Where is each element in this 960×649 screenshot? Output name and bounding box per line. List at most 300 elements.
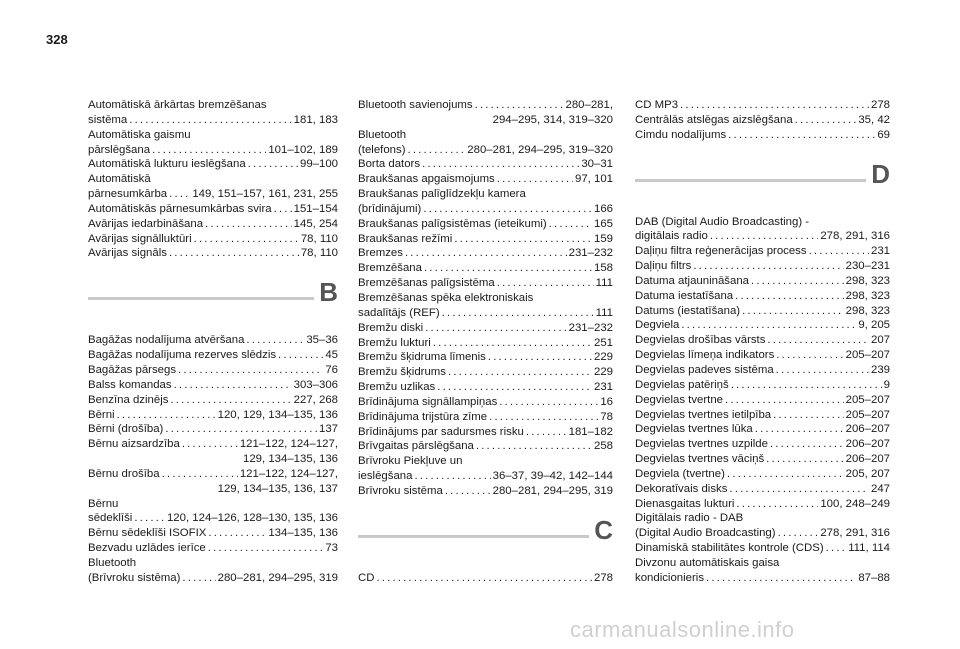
entry-term: sadalītājs (REF) (358, 306, 440, 319)
entry-pages[interactable]: 229 (593, 351, 613, 364)
entry-pages[interactable]: 45 (325, 349, 338, 362)
entry-pages[interactable]: 280–281, (565, 99, 613, 111)
entry-pages[interactable]: 78 (600, 410, 613, 423)
entry-pages[interactable]: 111 (595, 306, 613, 319)
entry-pages[interactable]: 100, 248–249 (820, 497, 890, 510)
index-entry (88, 172, 338, 202)
entry-pages[interactable]: 229 (593, 366, 613, 379)
dot-leader (742, 304, 844, 319)
dot-leader (693, 259, 843, 274)
entry-line (358, 202, 613, 217)
dot-leader (809, 244, 869, 259)
entry-line (358, 350, 613, 365)
entry-term: Bērnu sēdeklīši ISOFIX (88, 527, 207, 540)
entry-pages[interactable]: 181, 183 (293, 113, 338, 126)
entry-line (358, 306, 613, 321)
entry-line (635, 363, 890, 378)
entry-pages[interactable]: 30–31 (581, 158, 613, 171)
entry-line (635, 229, 890, 244)
section-letter: D (871, 158, 890, 189)
index-entry (635, 289, 890, 304)
dot-leader (736, 497, 818, 512)
index-entry (358, 571, 613, 586)
entry-pages[interactable]: 97, 101 (574, 173, 613, 186)
entry-term: Dinamiskā stabilitātes kontrole (CDS) (635, 542, 824, 555)
dot-leader (475, 98, 564, 113)
dot-leader (376, 571, 592, 586)
entry-pages[interactable]: 111, 114 (848, 542, 890, 555)
entry-pages[interactable]: 121–122, 124–127, (239, 467, 338, 480)
dot-leader (165, 422, 317, 437)
entry-term: Daļiņu filtrs (635, 260, 692, 273)
index-entry (88, 378, 338, 393)
entry-term: Degvielas tvertne (635, 393, 724, 406)
entry-term: Degvielas tvertnes vāciņš (635, 453, 765, 466)
dot-leader (448, 365, 592, 380)
entry-term: pārnesumkārba (88, 188, 168, 201)
entry-term: Brīdinājums par sadursmes risku (358, 425, 524, 438)
index-entry (88, 157, 338, 172)
dot-leader (208, 526, 266, 541)
entry-term: Automātiskā lukturu ieslēgšana (88, 158, 246, 171)
index-entry (635, 482, 890, 497)
entry-pages[interactable]: 230–231 (845, 260, 890, 273)
entry-line (358, 365, 613, 380)
entry-term: Brīdinājuma trijstūra zīme (358, 410, 488, 423)
entry-term: Braukšanas režīmi (358, 232, 453, 245)
entry-pages[interactable]: 145, 254 (293, 217, 338, 230)
entry-term: Braukšanas apgaismojums (358, 173, 495, 186)
entry-pages[interactable]: 298, 323 (845, 274, 890, 287)
index-entry (88, 246, 338, 261)
entry-heading-line: Bērnu (88, 497, 119, 510)
index-entry (88, 467, 338, 497)
entry-pages[interactable]: 231 (870, 245, 890, 258)
dot-leader (405, 246, 567, 261)
entry-pages[interactable]: 278, 291, 316 (820, 230, 890, 243)
entry-line (88, 333, 338, 348)
index-entry (88, 437, 338, 467)
entry-line (88, 363, 338, 378)
entry-line (358, 336, 613, 351)
dot-leader (129, 113, 291, 128)
entry-pages[interactable]: 78, 110 (300, 232, 338, 245)
entry-term: Bremzes (358, 247, 403, 260)
index-entry (358, 261, 613, 276)
entry-line (358, 217, 613, 232)
entry-line (635, 408, 890, 423)
entry-pages[interactable]: 36–37, 39–42, 142–144 (492, 470, 613, 483)
dot-leader (174, 378, 292, 393)
entry-term: Bezvadu uzlādes ierīce (88, 542, 206, 555)
dot-leader (526, 425, 567, 440)
entry-term: Bagāžas nodalījuma rezerves slēdzis (88, 349, 277, 362)
index-entry (358, 454, 613, 484)
index-entry (635, 511, 890, 541)
index-entry (88, 393, 338, 408)
entry-pages[interactable]: 69 (877, 128, 890, 141)
dot-leader (433, 336, 592, 351)
entry-term: Datuma iestatīšana (635, 289, 734, 302)
index-entry (635, 363, 890, 378)
dot-leader (162, 467, 238, 482)
entry-pages[interactable]: 278 (870, 99, 890, 111)
entry-pages[interactable]: 9, 205 (858, 319, 890, 332)
entry-pages[interactable]: 298, 323 (845, 289, 890, 302)
dot-leader (778, 526, 819, 541)
letter-divider (635, 157, 890, 203)
dot-leader (826, 541, 847, 556)
entry-term: Degvielas drošības vārsts (635, 334, 766, 347)
dot-leader (423, 202, 592, 217)
entry-line (88, 467, 338, 482)
index-entry (635, 215, 890, 245)
index-entry (88, 363, 338, 378)
entry-line (635, 378, 890, 393)
dot-leader (549, 217, 592, 232)
entry-line (88, 378, 338, 393)
dot-leader (414, 469, 490, 484)
dot-leader (731, 378, 882, 393)
entry-heading-line: Braukšanas palīglīdzekļu kamera (358, 188, 526, 201)
entry-pages[interactable]: 206–207 (845, 453, 890, 466)
entry-term: Bagāžas pārsegs (88, 363, 177, 376)
index-entry (358, 217, 613, 232)
entry-heading-line: Bluetooth (358, 128, 407, 141)
entry-term: Avārijas iedarbināšana (88, 217, 204, 230)
index-entry (88, 98, 338, 128)
entry-pages[interactable]: 247 (870, 482, 890, 495)
index-entry (88, 333, 338, 348)
entry-line (635, 98, 890, 113)
entry-line (635, 482, 890, 497)
entry-pages[interactable]: 231 (593, 381, 613, 394)
dot-leader (776, 348, 843, 363)
entry-term: Degvielas tvertnes uzpilde (635, 438, 768, 451)
entry-term: Bērnu drošība (88, 467, 160, 480)
index-entry (358, 365, 613, 380)
dot-leader (407, 143, 465, 158)
entry-pages[interactable]: 73 (325, 542, 338, 555)
index-entry (88, 232, 338, 247)
entry-term: CD (358, 571, 375, 584)
entry-pages[interactable]: 165 (593, 217, 613, 230)
dot-leader (681, 318, 856, 333)
index-entry (88, 128, 338, 158)
index-entry (635, 304, 890, 319)
entry-line (88, 246, 338, 261)
index-entry (635, 274, 890, 289)
entry-term: Degvielas patēriņš (635, 378, 729, 391)
dot-leader (205, 217, 292, 232)
index-entry (88, 202, 338, 217)
entry-line (635, 467, 890, 482)
entry-line (635, 422, 890, 437)
index-entry (635, 378, 890, 393)
entry-term: Bērni (88, 408, 115, 421)
dot-leader (248, 157, 298, 172)
entry-pages[interactable]: 134–135, 136 (268, 527, 338, 540)
entry-pages-continued[interactable]: 129, 134–135, 136, 137 (217, 482, 338, 495)
entry-pages[interactable]: 205–207 (845, 393, 890, 406)
entry-line (358, 484, 613, 499)
entry-line (635, 526, 890, 541)
entry-term: Dienasgaitas lukturi (635, 497, 735, 510)
index-entry (635, 113, 890, 128)
entry-pages[interactable]: 121–122, 124–127, (239, 438, 338, 451)
entry-line (358, 157, 613, 172)
entry-line (635, 571, 890, 586)
entry-line (358, 425, 613, 440)
entry-line (88, 511, 338, 526)
entry-line (635, 113, 890, 128)
entry-pages[interactable]: 35–36 (306, 334, 338, 347)
entry-term: (Digital Audio Broadcasting) (635, 527, 776, 540)
dot-leader (194, 232, 299, 247)
entry-pages[interactable]: 205–207 (845, 408, 890, 421)
entry-term: Bremžu uzlikas (358, 381, 436, 394)
dot-leader (497, 172, 573, 187)
entry-pages[interactable]: 207 (870, 334, 890, 347)
entry-term: Cimdu nodalījums (635, 128, 727, 141)
entry-pages[interactable]: 205, 207 (845, 467, 890, 480)
entry-pages-continued[interactable]: 294–295, 314, 319–320 (492, 113, 613, 126)
index-entry (358, 350, 613, 365)
entry-term: Automātiskās pārnesumkārbas svira (88, 202, 272, 215)
letter-divider (88, 275, 338, 321)
entry-line (358, 380, 613, 395)
entry-pages[interactable]: 231–232 (568, 247, 613, 260)
entry-heading-line: Digitālais radio - DAB (635, 512, 744, 525)
dot-leader (425, 321, 566, 336)
entry-line (635, 541, 890, 556)
entry-pages[interactable]: 258 (593, 440, 613, 453)
dot-leader (710, 229, 818, 244)
entry-pages[interactable]: 227, 268 (293, 393, 338, 406)
entry-line (88, 187, 338, 202)
entry-pages[interactable]: 111 (595, 277, 613, 290)
entry-pages[interactable]: 205–207 (845, 349, 890, 362)
entry-term: Avārijas signāls (88, 247, 167, 260)
index-entry (88, 422, 338, 437)
dot-leader (278, 348, 323, 363)
entry-line (358, 410, 613, 425)
entry-pages[interactable]: 101–102, 189 (268, 143, 338, 156)
section-letter: B (319, 277, 338, 308)
entry-line (88, 348, 338, 363)
dot-leader (422, 157, 579, 172)
dot-leader (728, 128, 875, 143)
dot-leader (735, 289, 844, 304)
index-entry (88, 541, 338, 556)
index-entry (635, 128, 890, 143)
index-column-2 (358, 98, 613, 586)
index-entry (88, 408, 338, 423)
dot-leader (178, 363, 323, 378)
entry-line (635, 259, 890, 274)
entry-line (635, 452, 890, 467)
entry-term: Dekoratīvais disks (635, 482, 728, 495)
dot-leader (170, 393, 291, 408)
entry-line (358, 469, 613, 484)
dot-leader (755, 422, 844, 437)
entry-heading-line: DAB (Digital Audio Broadcasting) - (635, 215, 810, 228)
dot-leader (488, 350, 592, 365)
entry-line (635, 437, 890, 452)
index-entry (358, 128, 613, 158)
entry-pages[interactable]: 251 (593, 336, 613, 349)
entry-term: sistēma (88, 113, 128, 126)
entry-pages[interactable]: 158 (593, 262, 613, 275)
index-entry (635, 318, 890, 333)
entry-pages[interactable]: 278 (593, 571, 613, 584)
entry-pages[interactable]: 231–232 (568, 321, 613, 334)
entry-pages[interactable]: 120, 124–126, 128–130, 135, 136 (166, 512, 338, 525)
entry-pages[interactable]: 206–207 (845, 423, 890, 436)
entry-line (358, 439, 613, 454)
index-entry (358, 439, 613, 454)
dot-leader (454, 232, 592, 247)
index-entry (358, 336, 613, 351)
dot-leader (706, 571, 856, 586)
index-entry (88, 556, 338, 586)
entry-pages[interactable]: 9 (883, 378, 890, 391)
entry-term: Brīvgaitas pārslēgšana (358, 440, 474, 453)
entry-term: Degvielas padeves sistēma (635, 363, 774, 376)
entry-pages[interactable]: 206–207 (845, 438, 890, 451)
entry-term: Bremzēšana (358, 262, 422, 275)
entry-term: Bremžu šķidruma līmenis (358, 351, 486, 364)
divider-rule (88, 297, 314, 300)
index-entry (358, 484, 613, 499)
entry-term: Centrālās atslēgas aizslēgšana (635, 113, 793, 126)
entry-pages[interactable]: 159 (593, 232, 613, 245)
entry-pages[interactable]: 137 (318, 423, 338, 436)
dot-leader (766, 452, 843, 467)
index-entry (358, 380, 613, 395)
entry-pages[interactable]: 303–306 (293, 378, 338, 391)
index-entry (635, 333, 890, 348)
dot-leader (424, 261, 592, 276)
dot-leader (770, 437, 844, 452)
letter-divider (358, 513, 613, 559)
entry-pages[interactable]: 239 (870, 363, 890, 376)
entry-pages-continued[interactable]: 129, 134–135, 136 (242, 453, 338, 466)
entry-term: kondicionieris (635, 571, 705, 584)
entry-pages[interactable]: 278, 291, 316 (820, 527, 890, 540)
entry-pages[interactable]: 280–281, 294–295, 319–320 (467, 143, 613, 156)
entry-line (88, 393, 338, 408)
index-entry (635, 452, 890, 467)
entry-line (88, 202, 338, 217)
entry-line (88, 232, 338, 247)
entry-term: Balss komandas (88, 378, 172, 391)
entry-term: (brīdinājumi) (358, 202, 422, 215)
dot-leader (442, 306, 594, 321)
entry-line (358, 172, 613, 187)
entry-line (635, 274, 890, 289)
entry-line (635, 289, 890, 304)
dot-leader (489, 410, 598, 425)
entry-pages[interactable]: 280–281, 294–295, 319 (492, 484, 613, 497)
entry-line (635, 497, 890, 512)
entry-line (88, 526, 338, 541)
entry-line (88, 541, 338, 556)
watermark: carmanualsonline.info (570, 617, 795, 642)
entry-pages[interactable]: 181–182 (568, 425, 613, 438)
entry-line (358, 232, 613, 247)
dot-leader (751, 274, 844, 289)
dot-leader (680, 98, 869, 113)
entry-heading-line: Bluetooth (88, 556, 137, 569)
divider-rule (635, 179, 866, 182)
entry-term: sēdeklīši (88, 512, 133, 525)
entry-term: Brīdinājuma signāllampiņas (358, 395, 498, 408)
dot-leader (729, 482, 869, 497)
entry-term: Brīvroku sistēma (358, 484, 443, 497)
dot-leader (134, 511, 165, 526)
entry-pages[interactable]: 16 (600, 395, 613, 408)
entry-pages[interactable]: 149, 151–157, 161, 231, 255 (192, 188, 338, 201)
entry-pages[interactable]: 87–88 (858, 571, 890, 584)
entry-pages[interactable]: 280–281, 294–295, 319 (217, 571, 338, 584)
index-entry (358, 232, 613, 247)
entry-pages[interactable]: 166 (593, 202, 613, 215)
entry-line (635, 318, 890, 333)
dot-leader (499, 395, 598, 410)
entry-pages[interactable]: 76 (325, 363, 338, 376)
index-entry (635, 422, 890, 437)
entry-term: CD MP3 (635, 99, 679, 111)
entry-line (88, 157, 338, 172)
entry-pages[interactable]: 99–100 (299, 158, 338, 171)
entry-pages[interactable]: 151–154 (293, 202, 338, 215)
dot-leader (497, 276, 594, 291)
entry-line (88, 408, 338, 423)
entry-pages[interactable]: 298, 323 (845, 304, 890, 317)
entry-term: digitālais radio (635, 230, 708, 243)
dot-leader (445, 484, 491, 499)
entry-line (358, 395, 613, 410)
entry-line (635, 348, 890, 363)
dot-leader (767, 333, 869, 348)
entry-term: Degviela (tvertne) (635, 467, 725, 480)
entry-term: Datuma atjaunināšana (635, 274, 749, 287)
index-entry (88, 217, 338, 232)
entry-pages[interactable]: 78, 110 (300, 247, 338, 260)
entry-line (635, 333, 890, 348)
dot-leader (274, 202, 292, 217)
entry-heading-line: Brīvroku Piekļuve un (358, 455, 463, 468)
index-entry (635, 467, 890, 482)
index-entry (358, 157, 613, 172)
page-number: 328 (46, 32, 68, 47)
entry-heading-line: Automātiska gaismu (88, 128, 191, 141)
entry-term: pārslēgšana (88, 143, 151, 156)
entry-heading-line: Automātiskā ārkārtas bremzēšanas (88, 99, 267, 111)
entry-pages[interactable]: 35, 42 (858, 113, 890, 126)
dot-leader (773, 408, 844, 423)
divider-rule (358, 535, 589, 538)
entry-term: Borta dators (358, 158, 421, 171)
index-entry (358, 425, 613, 440)
entry-term: Braukšanas palīgsistēmas (ieteikumi) (358, 217, 547, 230)
dot-leader (476, 439, 592, 454)
dot-leader (182, 571, 215, 586)
entry-line (635, 393, 890, 408)
entry-line (88, 437, 338, 452)
entry-pages[interactable]: 120, 129, 134–135, 136 (217, 408, 338, 421)
